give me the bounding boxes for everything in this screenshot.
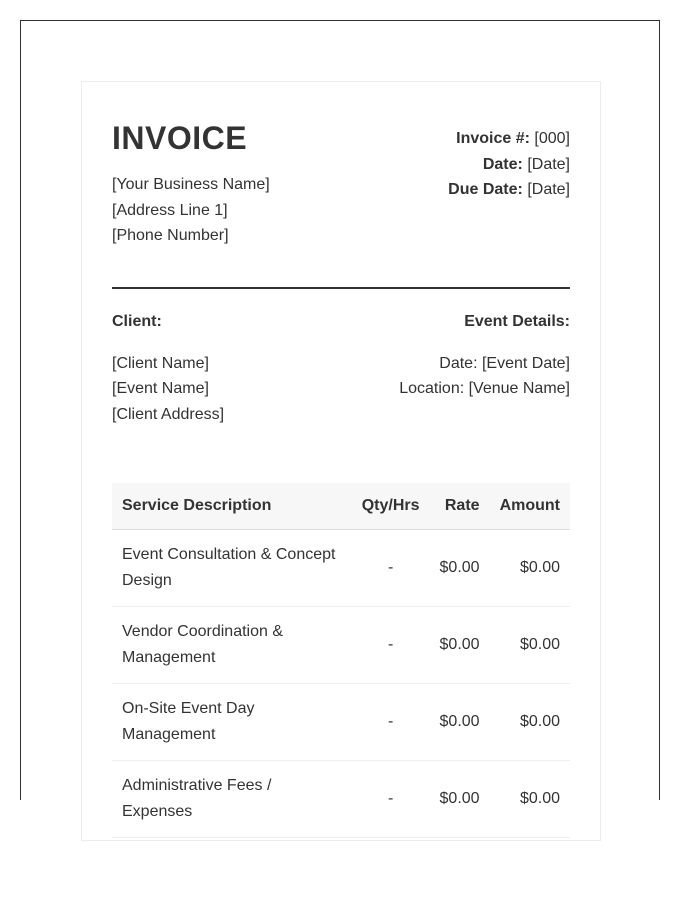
client-block	[112, 311, 224, 428]
event-details-heading: Event Details:	[464, 312, 570, 330]
header-amount: Amount	[490, 483, 570, 530]
business-phone: [Phone Number]	[112, 227, 229, 244]
business-address: [Address Line 1]	[112, 201, 228, 219]
parties-section	[112, 311, 570, 428]
table-header-row	[112, 483, 570, 530]
row-rate: $0.00	[430, 530, 490, 607]
invoice-number-line	[448, 126, 570, 152]
row-qty: -	[352, 684, 430, 761]
invoice-date-label: Date:	[482, 155, 523, 173]
row-amount: $0.00	[490, 684, 570, 761]
invoice-meta	[448, 118, 570, 249]
row-description: Administrative Fees / Expenses	[112, 761, 352, 838]
client-address: [Client Address]	[112, 405, 225, 423]
invoice-date-value: [Date]	[527, 155, 570, 173]
invoice-number-label: Invoice #:	[456, 130, 530, 147]
row-rate: $0.00	[430, 684, 490, 761]
table-row	[112, 530, 570, 607]
page-frame	[20, 20, 660, 820]
row-qty: -	[352, 607, 430, 684]
header-description: Service Description	[112, 483, 352, 530]
row-qty: -	[352, 761, 430, 838]
header-rate: Rate	[430, 483, 490, 530]
invoice-title: INVOICE	[112, 120, 248, 156]
business-name: [Your Business Name]	[112, 176, 270, 193]
row-rate: $0.00	[430, 761, 490, 838]
services-table	[112, 483, 570, 838]
row-description: Vendor Coordination & Management	[112, 607, 352, 684]
invoice-due-label: Due Date:	[448, 181, 523, 198]
table-row	[112, 607, 570, 684]
row-rate: $0.00	[430, 607, 490, 684]
header-divider	[112, 287, 570, 289]
header-qty: Qty/Hrs	[352, 483, 430, 530]
row-description: Event Consultation & Concept Design	[112, 530, 352, 607]
invoice-number-value: [000]	[534, 130, 570, 147]
row-amount: $0.00	[490, 761, 570, 838]
invoice-due-line	[448, 177, 570, 203]
client-name: [Client Name]	[112, 354, 209, 372]
row-amount: $0.00	[490, 530, 570, 607]
table-row	[112, 761, 570, 838]
row-qty: -	[352, 530, 430, 607]
event-details-block	[399, 311, 570, 428]
table-row	[112, 684, 570, 761]
row-amount: $0.00	[490, 607, 570, 684]
client-heading: Client:	[112, 312, 162, 330]
invoice-header	[112, 118, 570, 249]
business-block	[112, 118, 270, 249]
event-date: Date: [Event Date]	[439, 354, 570, 372]
invoice-sheet	[81, 81, 601, 841]
event-location: Location: [Venue Name]	[399, 380, 570, 397]
client-event: [Event Name]	[112, 380, 209, 397]
invoice-date-line	[448, 152, 570, 178]
invoice-due-value: [Date]	[527, 181, 570, 198]
row-description: On-Site Event Day Management	[112, 684, 352, 761]
business-info	[112, 172, 270, 249]
